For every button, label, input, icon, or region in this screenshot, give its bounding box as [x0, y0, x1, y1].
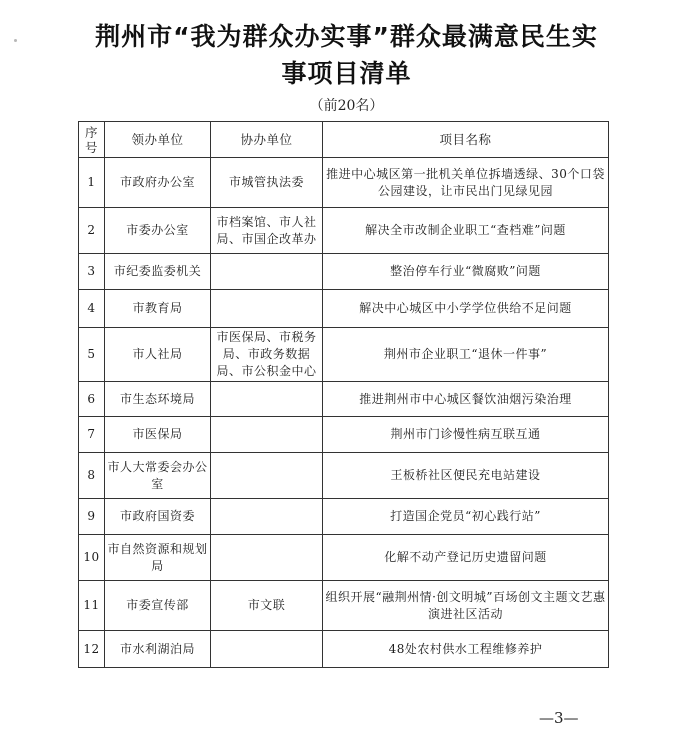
row-number: 4 [79, 290, 105, 328]
table-row [79, 208, 609, 254]
project-name-cell: 化解不动产登记历史遗留问题 [323, 535, 609, 581]
table-row [79, 453, 609, 499]
lead-unit-cell: 市自然资源和规划局 [105, 535, 211, 581]
lead-unit-cell: 市水利湖泊局 [105, 631, 211, 668]
lead-unit-cell: 市委宣传部 [105, 581, 211, 631]
lead-unit-cell: 市教育局 [105, 290, 211, 328]
lead-unit-cell: 市纪委监委机关 [105, 254, 211, 290]
project-name-cell: 荆州市企业职工“退休一件事” [323, 328, 609, 382]
row-number: 2 [79, 208, 105, 254]
assist-unit-cell [211, 290, 323, 328]
project-name-cell: 打造国企党员“初心践行站” [323, 499, 609, 535]
table-row [79, 535, 609, 581]
row-number: 5 [79, 328, 105, 382]
row-number: 10 [79, 535, 105, 581]
row-number: 7 [79, 417, 105, 453]
document-title-line2: 事项目清单 [281, 59, 412, 88]
project-name-cell: 整治停车行业“微腐败”问题 [323, 254, 609, 290]
table-row [79, 382, 609, 417]
table-row [79, 158, 609, 208]
lead-unit-cell: 市生态环境局 [105, 382, 211, 417]
header-assist-unit: 协办单位 [211, 122, 323, 158]
table-row [79, 499, 609, 535]
table-row [79, 581, 609, 631]
assist-unit-cell [211, 535, 323, 581]
row-number: 9 [79, 499, 105, 535]
project-name-cell: 推进荆州市中心城区餐饮油烟污染治理 [323, 382, 609, 417]
header-project-name: 项目名称 [323, 122, 609, 158]
project-name-cell: 组织开展“融荆州情·创文明城”百场创文主题文艺惠演进社区活动 [323, 581, 609, 631]
project-name-cell: 解决全市改制企业职工“查档难”问题 [323, 208, 609, 254]
header-lead-unit: 领办单位 [105, 122, 211, 158]
project-name-cell: 王板桥社区便民充电站建设 [323, 453, 609, 499]
project-name-cell: 荆州市门诊慢性病互联互通 [323, 417, 609, 453]
lead-unit-cell: 市医保局 [105, 417, 211, 453]
document-title-line1: 荆州市“我为群众办实事”群众最满意民生实 [95, 22, 598, 51]
assist-unit-cell [211, 499, 323, 535]
assist-unit-cell: 市文联 [211, 581, 323, 631]
table-row [79, 631, 609, 668]
assist-unit-cell [211, 254, 323, 290]
assist-unit-cell [211, 453, 323, 499]
row-number: 8 [79, 453, 105, 499]
assist-unit-cell [211, 417, 323, 453]
project-list-table [78, 121, 609, 668]
lead-unit-cell: 市政府办公室 [105, 158, 211, 208]
table-row [79, 328, 609, 382]
assist-unit-cell [211, 382, 323, 417]
project-name-cell: 解决中心城区中小学学位供给不足问题 [323, 290, 609, 328]
row-number: 3 [79, 254, 105, 290]
lead-unit-cell: 市人大常委会办公室 [105, 453, 211, 499]
document-subtitle: （前20名） [309, 98, 384, 114]
header-number: 序号 [79, 122, 105, 158]
lead-unit-cell: 市人社局 [105, 328, 211, 382]
table-row [79, 417, 609, 453]
lead-unit-cell: 市委办公室 [105, 208, 211, 254]
table-row [79, 290, 609, 328]
table-row [79, 254, 609, 290]
row-number: 12 [79, 631, 105, 668]
assist-unit-cell [211, 631, 323, 668]
row-number: 1 [79, 158, 105, 208]
assist-unit-cell: 市城管执法委 [211, 158, 323, 208]
table-header-row [79, 122, 609, 158]
row-number: 11 [79, 581, 105, 631]
assist-unit-cell: 市医保局、市税务局、市政务数据局、市公积金中心 [211, 328, 323, 382]
row-number: 6 [79, 382, 105, 417]
assist-unit-cell: 市档案馆、市人社局、市国企改革办 [211, 208, 323, 254]
project-name-cell: 推进中心城区第一批机关单位拆墙透绿、30个口袋公园建设，让市民出门见绿见园 [323, 158, 609, 208]
page-number: —3— [539, 709, 579, 727]
lead-unit-cell: 市政府国资委 [105, 499, 211, 535]
project-name-cell: 48处农村供水工程维修养护 [323, 631, 609, 668]
